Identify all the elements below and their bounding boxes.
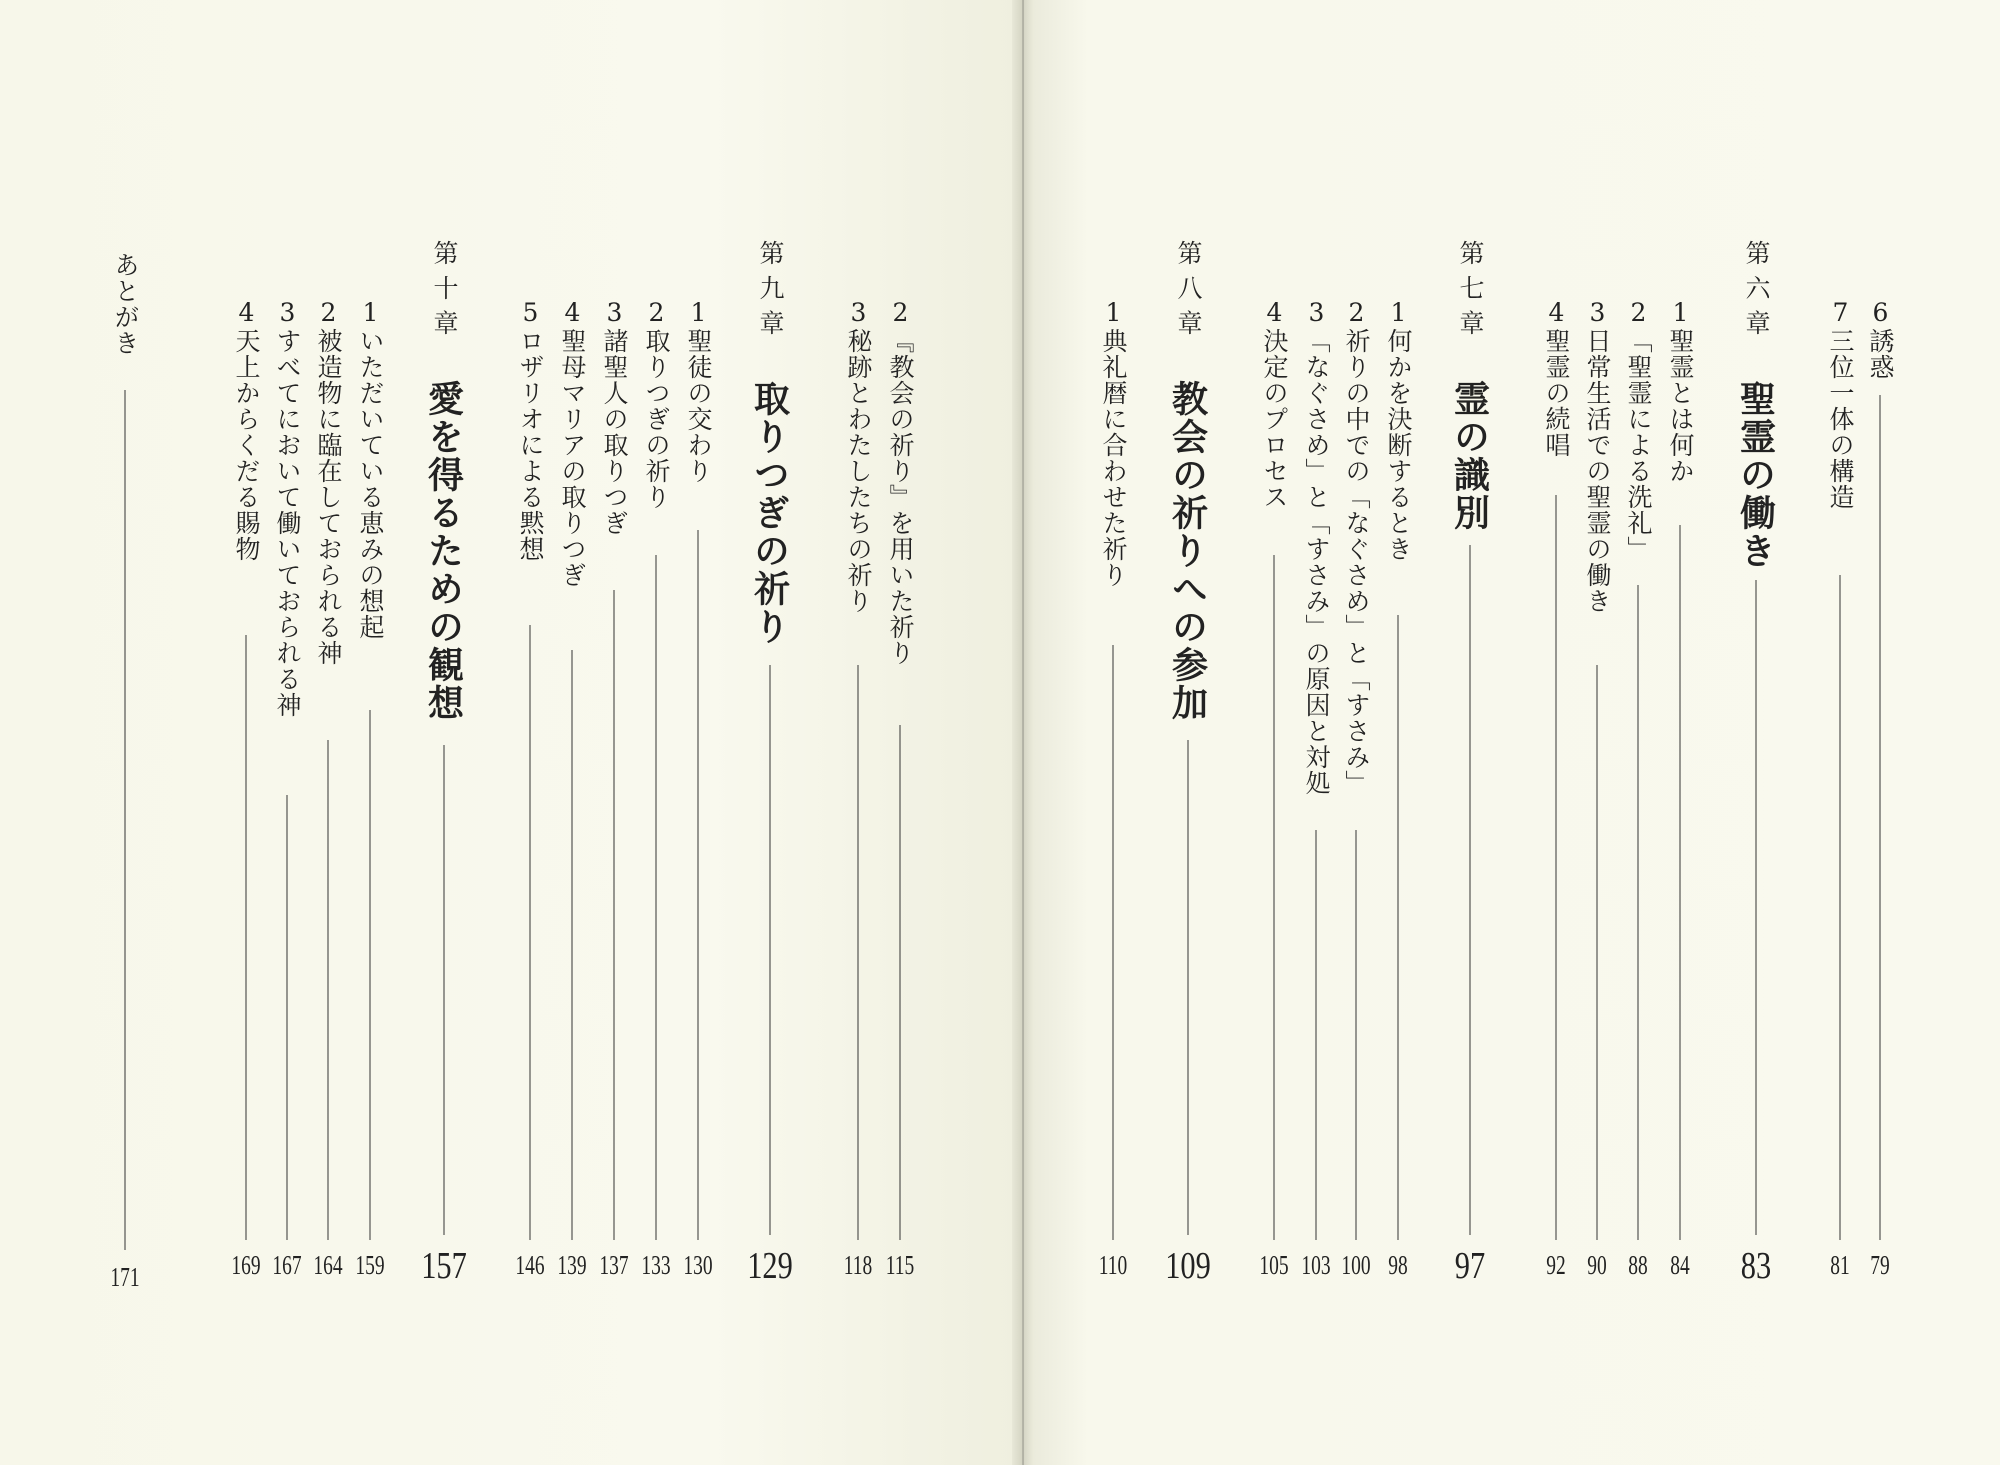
toc-section-text: 日常生活での聖霊の働き <box>1583 328 1612 614</box>
chapter-label: 第八章 <box>1174 240 1203 345</box>
chapter-label: 第六章 <box>1742 240 1771 345</box>
toc-section-title <box>352 298 388 640</box>
toc-page-number: 84 <box>1670 1250 1690 1280</box>
toc-section-title <box>1620 298 1656 562</box>
leader-line <box>770 665 771 1235</box>
toc-page-number: 146 <box>515 1250 545 1280</box>
toc-section-number: 4 <box>1260 298 1289 328</box>
toc-section-number: 2 <box>1342 298 1371 328</box>
toc-section-text: 聖霊の続唱 <box>1542 328 1571 458</box>
chapter-label: 第七章 <box>1456 240 1485 345</box>
leader-line <box>444 745 445 1235</box>
toc-section-number: 1 <box>356 298 385 328</box>
toc-page-number: 164 <box>313 1250 343 1280</box>
toc-section-number: 6 <box>1866 298 1895 328</box>
toc-page-number: 105 <box>1259 1250 1289 1280</box>
toc-section-number: 4 <box>558 298 587 328</box>
toc-page-number: 81 <box>1830 1250 1850 1280</box>
chapter-page-number: 109 <box>1165 1245 1211 1287</box>
toc-section-number: 2 <box>1624 298 1653 328</box>
toc-page-number: 88 <box>1628 1250 1648 1280</box>
leader-line <box>1470 545 1471 1235</box>
toc-section-number: 1 <box>1099 298 1128 328</box>
chapter-title: 愛を得るための観想 <box>422 380 465 722</box>
leader-line <box>1756 580 1757 1235</box>
chapter-label: 第九章 <box>756 240 785 345</box>
leader-line <box>1356 830 1357 1240</box>
toc-page-number: 103 <box>1301 1250 1331 1280</box>
toc-section-text: 三位一体の構造 <box>1826 328 1855 510</box>
leader-line <box>1113 645 1114 1240</box>
toc-page-number: 79 <box>1870 1250 1890 1280</box>
leader-line <box>1597 665 1598 1240</box>
toc-section-text: 典礼暦に合わせた祈り <box>1099 328 1128 588</box>
toc-section-text: ロザリオによる黙想 <box>516 328 545 562</box>
toc-section-title <box>1095 298 1131 588</box>
leader-line <box>1274 555 1275 1240</box>
chapter-title: 霊の識別 <box>1448 380 1491 532</box>
leader-line <box>1188 740 1189 1235</box>
toc-section-text: 祈りの中での「なぐさめ」と「すさみ」 <box>1342 328 1371 796</box>
toc-page-number: 139 <box>557 1250 587 1280</box>
toc-section-title <box>1338 298 1374 796</box>
toc-section-text: 「なぐさめ」と「すさみ」の原因と対処 <box>1302 328 1331 796</box>
leader-line <box>698 530 699 1240</box>
leader-line <box>1680 525 1681 1240</box>
toc-page-number: 159 <box>355 1250 385 1280</box>
toc-page-number: 98 <box>1388 1250 1408 1280</box>
toc-section-title <box>638 298 674 510</box>
leader-line <box>246 635 247 1240</box>
toc-section-title <box>1256 298 1292 510</box>
leader-line <box>328 740 329 1240</box>
toc-page-number: 118 <box>843 1250 873 1280</box>
toc-page-number: 133 <box>641 1250 671 1280</box>
chapter-page-number: 97 <box>1454 1245 1486 1287</box>
toc-section-title <box>1662 298 1698 484</box>
leader-line <box>1638 585 1639 1240</box>
toc-section-text: 諸聖人の取りつぎ <box>600 328 629 536</box>
toc-section-text: 『教会の祈り』を用いた祈り <box>886 328 915 666</box>
toc-section-number: 2 <box>642 298 671 328</box>
toc-section-text: 聖霊とは何か <box>1666 328 1695 484</box>
toc-section-title <box>680 298 716 484</box>
toc-section-title <box>269 298 305 718</box>
toc-section-title <box>1579 298 1615 614</box>
chapter-page-number: 157 <box>421 1245 467 1287</box>
leader-line <box>900 725 901 1240</box>
toc-page-number: 92 <box>1546 1250 1566 1280</box>
toc-section-number: 3 <box>1583 298 1612 328</box>
chapter-page-number: 83 <box>1740 1245 1772 1287</box>
chapter-title: 教会の祈りへの参加 <box>1166 380 1209 722</box>
toc-section-text: 聖母マリアの取りつぎ <box>558 328 587 588</box>
toc-page-number: 100 <box>1341 1250 1371 1280</box>
toc-section-number: 3 <box>273 298 302 328</box>
leader-line <box>1840 575 1841 1240</box>
toc-section-text: 被造物に臨在しておられる神 <box>314 328 343 666</box>
book-gutter <box>1012 0 1034 1465</box>
leader-line <box>858 665 859 1240</box>
toc-section-number: 3 <box>844 298 873 328</box>
toc-section-title <box>882 298 918 666</box>
toc-page-number: 130 <box>683 1250 713 1280</box>
toc-section-title <box>596 298 632 536</box>
toc-section-title <box>512 298 548 562</box>
toc-section-number: 4 <box>232 298 261 328</box>
toc-page-number: 171 <box>110 1262 140 1292</box>
toc-section-text: 取りつぎの祈り <box>642 328 671 510</box>
toc-section-title <box>228 298 264 562</box>
toc-section-text: 「聖霊による洗礼」 <box>1624 328 1653 562</box>
chapter-page-number: 129 <box>747 1245 793 1287</box>
toc-section-number: 7 <box>1826 298 1855 328</box>
toc-section-text: いただいている恵みの想起 <box>356 328 385 640</box>
leader-line <box>1556 495 1557 1240</box>
toc-section-title <box>840 298 876 614</box>
toc-section-title <box>1822 298 1858 510</box>
toc-section-number: 1 <box>684 298 713 328</box>
toc-section-number: 5 <box>516 298 545 328</box>
leader-line <box>530 625 531 1240</box>
toc-section-title <box>1862 298 1898 380</box>
toc-afterword-text: あとがき <box>111 252 140 356</box>
leader-line <box>1398 615 1399 1240</box>
toc-section-number: 2 <box>886 298 915 328</box>
chapter-title: 聖霊の働き <box>1734 380 1777 570</box>
toc-section-text: 決定のプロセス <box>1260 328 1289 510</box>
toc-section-title <box>310 298 346 666</box>
toc-section-text: 天上からくだる賜物 <box>232 328 261 562</box>
toc-section-text: 聖徒の交わり <box>684 328 713 484</box>
toc-section-number: 2 <box>314 298 343 328</box>
leader-line <box>287 795 288 1240</box>
leader-line <box>1316 830 1317 1240</box>
chapter-title: 取りつぎの祈り <box>748 380 791 646</box>
toc-section-title <box>1538 298 1574 458</box>
leader-line <box>614 590 615 1240</box>
toc-section-number: 1 <box>1384 298 1413 328</box>
toc-section-number: 3 <box>1302 298 1331 328</box>
leader-line <box>656 555 657 1240</box>
toc-page-number: 115 <box>885 1250 915 1280</box>
toc-section-text: 誘惑 <box>1866 328 1895 380</box>
toc-section-number: 3 <box>600 298 629 328</box>
toc-section-title <box>554 298 590 588</box>
leader-line <box>1880 395 1881 1240</box>
toc-section-text: 秘跡とわたしたちの祈り <box>844 328 873 614</box>
leader-line <box>572 650 573 1240</box>
toc-section-text: すべてにおいて働いておられる神 <box>273 328 302 718</box>
toc-section-title <box>1380 298 1416 562</box>
leader-line <box>125 390 126 1250</box>
toc-page-number: 110 <box>1098 1250 1128 1280</box>
toc-page-number: 137 <box>599 1250 629 1280</box>
toc-page-number: 90 <box>1587 1250 1607 1280</box>
toc-section-text: 何かを決断するとき <box>1384 328 1413 562</box>
chapter-label: 第十章 <box>430 240 459 345</box>
toc-section-number: 1 <box>1666 298 1695 328</box>
toc-section-title <box>107 252 143 356</box>
toc-section-title <box>1298 298 1334 796</box>
toc-page-number: 167 <box>272 1250 302 1280</box>
toc-section-number: 4 <box>1542 298 1571 328</box>
leader-line <box>370 710 371 1240</box>
toc-page-number: 169 <box>231 1250 261 1280</box>
